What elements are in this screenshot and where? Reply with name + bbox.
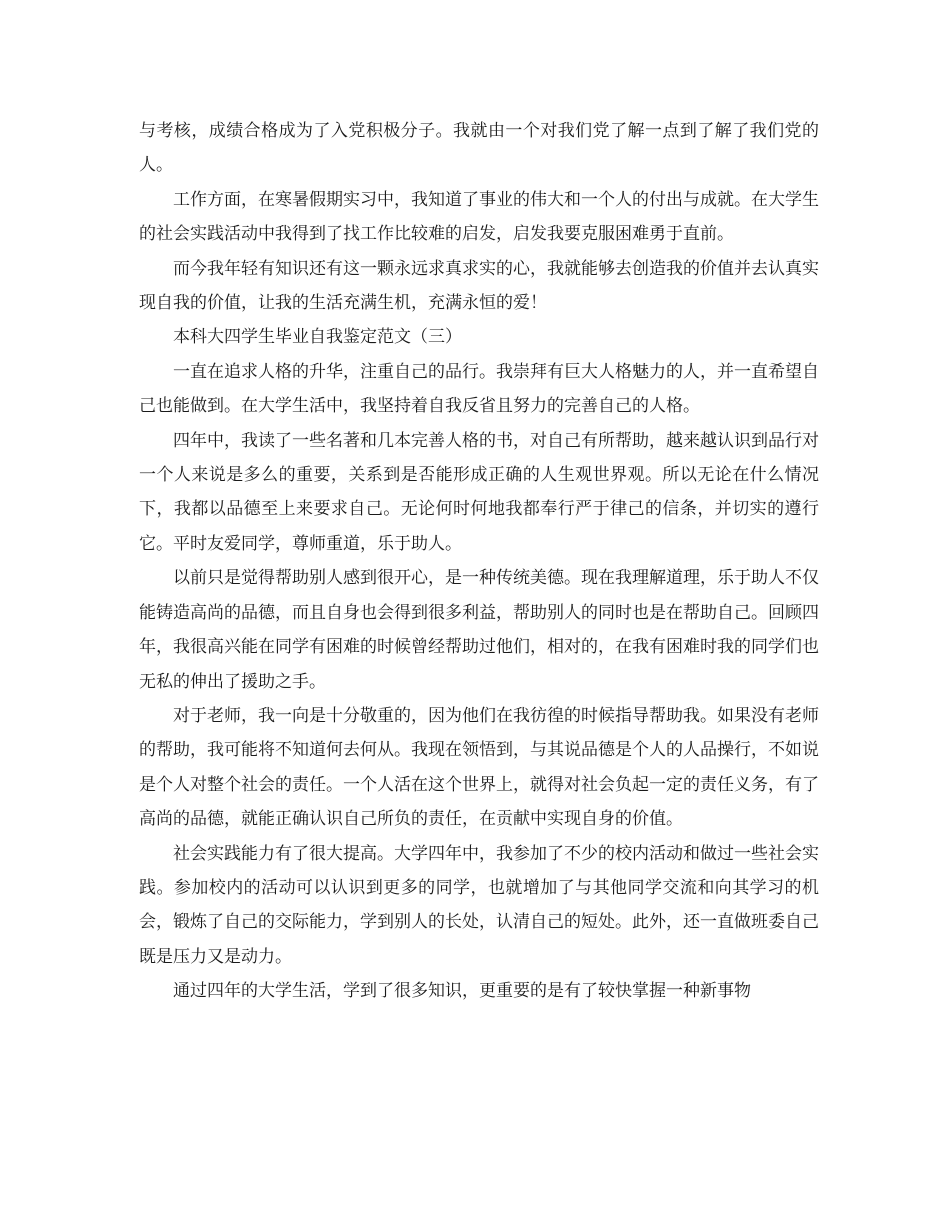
paragraph: 以前只是觉得帮助别人感到很开心，是一种传统美德。现在我理解道理，乐于助人不仅能铸造高尚的品德，而且自身也会得到很多利益，帮助别人的同时也是在帮助自己。回顾四年，我很高兴能在同学有困难的时候曾经帮助过他们，相对的，在我有困难时我的同学们也无私的伸出了援助之手。 bbox=[139, 568, 819, 692]
paragraph-continuation: 与考核，成绩合格成为了入党积极分子。我就由一个对我们党了解一点到了解了我们党的人。 bbox=[139, 121, 819, 176]
paragraph: 社会实践能力有了很大提高。大学四年中，我参加了不少的校内活动和做过一些社会实践。参加校内的活动可以认识到更多的同学，也就增加了与其他同学交流和向其学习的机会，锻炼了自己的交际能力，学到别人的长处，认清自己的短处。此外，还一直做班委自己既是压力又是动力。 bbox=[139, 843, 819, 967]
paragraph: 工作方面，在寒暑假期实习中，我知道了事业的伟大和一个人的付出与成就。在大学生的社会实践活动中我得到了找工作比较难的启发，启发我要克服困难勇于直前。 bbox=[139, 189, 819, 245]
paragraph: 而今我年轻有知识还有这一颗永远求真求实的心，我就能够去创造我的价值并去认真实现自我的价值，让我的生活充满生机，充满永恒的爱！ bbox=[139, 258, 819, 314]
section-heading: 本科大四学生毕业自我鉴定范文（三） bbox=[173, 327, 462, 348]
document-body bbox=[139, 114, 819, 1009]
paragraph: 通过四年的大学生活，学到了很多知识，更重要的是有了较快掌握一种新事物 bbox=[173, 981, 751, 1002]
paragraph: 四年中，我读了一些名著和几本完善人格的书，对自己有所帮助，越来越认识到品行对一个人来说是多么的重要，关系到是否能形成正确的人生观世界观。所以无论在什么情况下，我都以品德至上来要求自己。无论何时何地我都奉行严于律己的信条，并切实的遵行它。平时友爱同学，尊师重道，乐于助人。 bbox=[139, 430, 819, 554]
paragraph: 对于老师，我一向是十分敬重的，因为他们在我彷徨的时候指导帮助我。如果没有老师的帮助，我可能将不知道何去何从。我现在领悟到，与其说品德是个人的人品操行，不如说是个人对整个社会的责任。一个人活在这个世界上，就得对社会负起一定的责任义务，有了高尚的品德，就能正确认识自己所负的责任，在贡献中实现自身的价值。 bbox=[139, 705, 819, 830]
paragraph: 一直在追求人格的升华，注重自己的品行。我崇拜有巨大人格魅力的人，并一直希望自己也能做到。在大学生活中，我坚持着自我反省且努力的完善自己的人格。 bbox=[139, 361, 819, 417]
